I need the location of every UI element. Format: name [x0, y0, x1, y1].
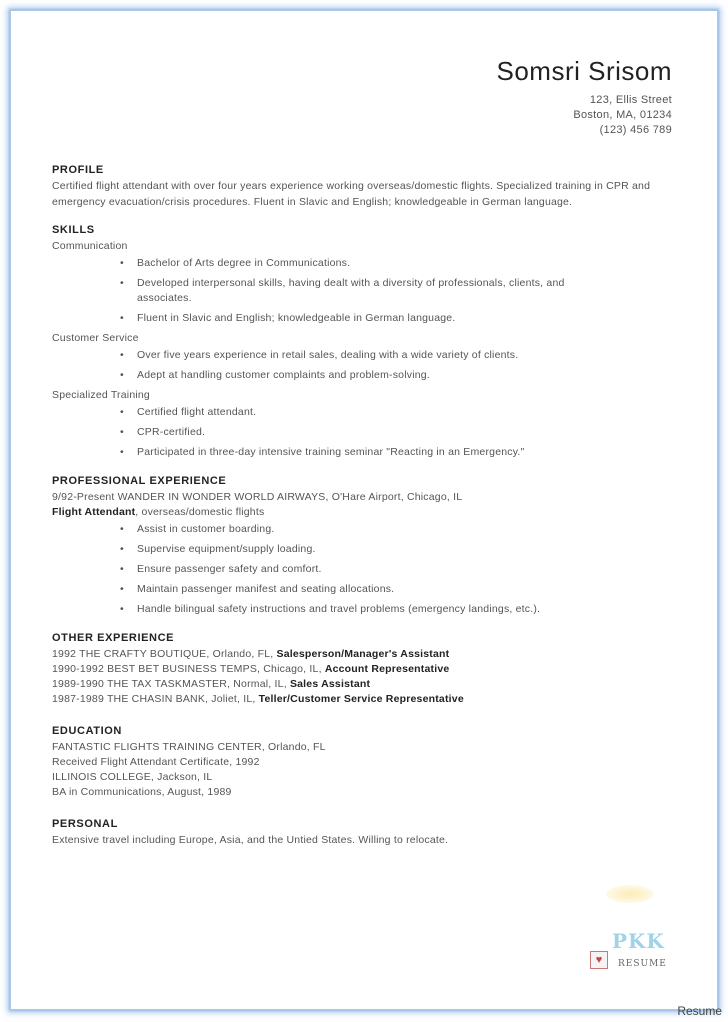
- logo-brand: PKK: [612, 929, 665, 953]
- personal-section: [52, 818, 678, 849]
- bullet-icon: •: [120, 426, 124, 438]
- logo-glow: [606, 885, 654, 903]
- skill-list: [52, 256, 678, 326]
- list-item: • Maintain passenger manifest and seating allocations.: [120, 583, 395, 595]
- job-title-line: [52, 505, 678, 520]
- personal-text: Extensive travel including Europe, Asia, and the Untied States. Willing to relocate.: [52, 834, 449, 846]
- address-line-2: Boston, MA, 01234: [573, 109, 672, 121]
- bullet-icon: •: [120, 583, 124, 595]
- list-item: 1990-1992 BEST BET BUSINESS TEMPS, Chicago, IL, Account Representative: [52, 663, 450, 675]
- skill-list: [52, 405, 678, 460]
- list-item: • Developed interpersonal skills, having dealt with a diversity of professionals, clients, and associates.: [120, 277, 565, 304]
- bullet-icon: •: [120, 523, 124, 535]
- list-item: BA in Communications, August, 1989: [52, 786, 232, 798]
- list-item: FANTASTIC FLIGHTS TRAINING CENTER, Orlando, FL: [52, 741, 326, 753]
- image-caption: Resume: [677, 1004, 722, 1018]
- bullet-icon: •: [120, 312, 124, 324]
- section-title: OTHER EXPERIENCE: [52, 632, 175, 644]
- list-item: • Supervise equipment/supply loading.: [120, 543, 316, 555]
- section-title: SKILLS: [52, 224, 95, 236]
- list-item: ILLINOIS COLLEGE, Jackson, IL: [52, 771, 213, 783]
- list-item: 1992 THE CRAFTY BOUTIQUE, Orlando, FL, Salesperson/Manager's Assistant: [52, 648, 450, 660]
- section-title: PROFESSIONAL EXPERIENCE: [52, 475, 227, 487]
- list-item: • Handle bilingual safety instructions and travel problems (emergency landings, etc.).: [120, 603, 541, 615]
- list-item: 1989-1990 THE TAX TASKMASTER, Normal, IL, Sales Assistant: [52, 678, 371, 690]
- skill-group-label: Communication: [52, 240, 128, 252]
- bullet-icon: •: [120, 563, 124, 575]
- bullet-icon: •: [120, 406, 124, 418]
- bullet-icon: •: [120, 446, 124, 458]
- list-item: 1987-1989 THE CHASIN BANK, Joliet, IL, Teller/Customer Service Representative: [52, 693, 464, 705]
- skill-list: [52, 348, 678, 383]
- bullet-icon: •: [120, 603, 124, 615]
- list-item: • Adept at handling customer complaints and problem-solving.: [120, 369, 430, 381]
- bullet-icon: •: [120, 369, 124, 381]
- education-section: [52, 725, 678, 800]
- logo-subtitle: RESUME: [618, 959, 667, 969]
- list-item: • Participated in three-day intensive training seminar "Reacting in an Emergency.": [120, 446, 525, 458]
- section-title: PERSONAL: [52, 818, 118, 830]
- heart-icon: ♥: [590, 951, 608, 969]
- bullet-icon: •: [120, 257, 124, 269]
- list-item: Received Flight Attendant Certificate, 1992: [52, 756, 260, 768]
- list-item: • Assist in customer boarding.: [120, 523, 275, 535]
- resume-header: [496, 56, 672, 138]
- skill-group-label: Specialized Training: [52, 389, 150, 401]
- list-item: • Over five years experience in retail sales, dealing with a wide variety of clients.: [120, 349, 519, 361]
- candidate-name: Somsri Srisom: [496, 56, 672, 86]
- list-item: • Ensure passenger safety and comfort.: [120, 563, 322, 575]
- bullet-icon: •: [120, 277, 124, 289]
- job-title: Flight Attendant: [52, 506, 136, 518]
- list-item: • Certified flight attendant.: [120, 406, 257, 418]
- section-title: PROFILE: [52, 164, 104, 176]
- address-line-1: 123, Ellis Street: [589, 94, 672, 106]
- other-experience-section: [52, 632, 678, 707]
- experience-section: [52, 475, 678, 617]
- skills-section: [52, 224, 678, 460]
- skill-group-label: Customer Service: [52, 332, 139, 344]
- list-item: • Fluent in Slavic and English; knowledgeable in German language.: [120, 312, 456, 324]
- employer-line: 9/92-Present WANDER IN WONDER WORLD AIRWAYS, O'Hare Airport, Chicago, IL: [52, 491, 463, 503]
- profile-section: [52, 164, 678, 210]
- bullet-icon: •: [120, 543, 124, 555]
- list-item: • Bachelor of Arts degree in Communications.: [120, 257, 351, 269]
- bullet-icon: •: [120, 349, 124, 361]
- section-title: EDUCATION: [52, 725, 122, 737]
- list-item: • CPR-certified.: [120, 426, 206, 438]
- phone-number: (123) 456 789: [599, 124, 672, 136]
- watermark-logo: [588, 885, 678, 980]
- job-desc: , overseas/domestic flights: [135, 506, 265, 518]
- resume-body: [52, 164, 678, 849]
- duty-list: [52, 522, 678, 617]
- profile-text: Certified flight attendant with over four years experience working overseas/domestic flights. Specialized training in CPR and emergency evacuation/crisis procedures. Fluent in Slavic and English; knowledgeable in German language.: [52, 180, 651, 208]
